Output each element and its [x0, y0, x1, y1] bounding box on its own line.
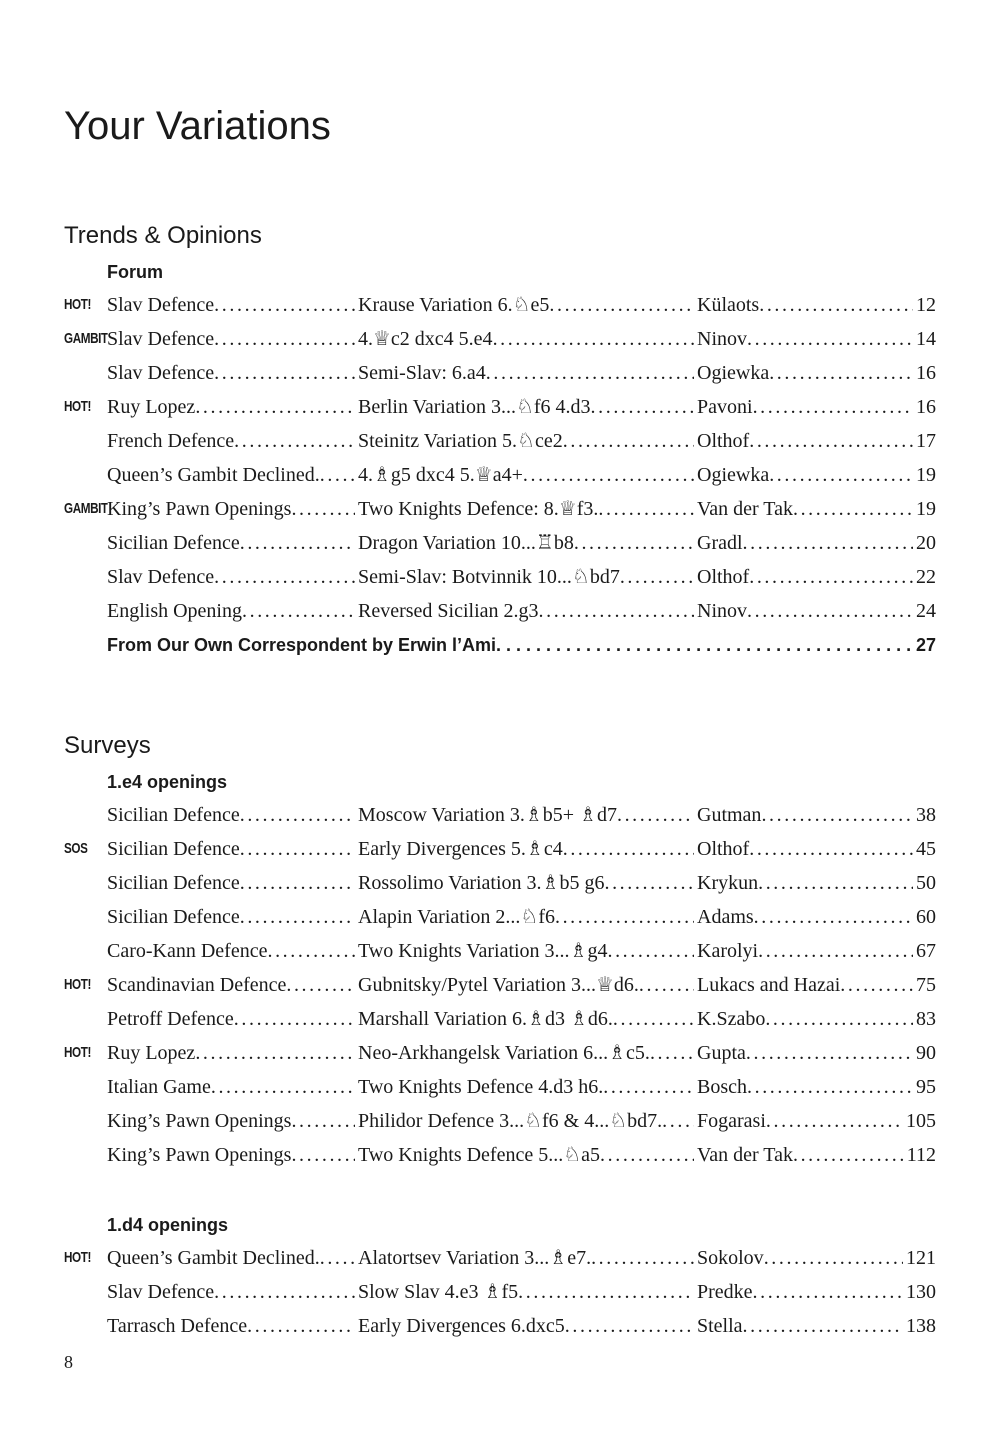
author-cell — [697, 798, 936, 832]
variation-name: Reversed Sicilian 2.g3 — [358, 600, 539, 622]
opening-name: Sicilian Defence — [107, 804, 240, 826]
dot-leader — [607, 934, 694, 968]
toc-entry[interactable] — [0, 798, 1000, 832]
author-name: Van der Tak — [697, 498, 793, 520]
section-title-trends: Trends & Opinions — [64, 222, 262, 249]
author-name: Olthof — [697, 566, 750, 588]
page-ref: 16 — [916, 396, 936, 418]
opening-name: Slav Defence — [107, 328, 215, 350]
opening-cell — [107, 900, 355, 934]
opening-cell — [107, 1104, 355, 1138]
variation-cell — [358, 458, 694, 492]
page-ref: 19 — [916, 498, 936, 520]
opening-cell — [107, 1275, 355, 1309]
variation-cell — [358, 390, 694, 424]
author-name: Külaots — [697, 294, 760, 316]
page-ref: 14 — [916, 328, 936, 350]
toc-entry[interactable] — [0, 492, 1000, 526]
page-ref: 90 — [916, 1042, 936, 1064]
page-number: 8 — [64, 1352, 73, 1372]
variation-name: Alatortsev Variation 3...♗e7. — [358, 1247, 592, 1269]
author-name: Ninov — [697, 328, 747, 350]
page-ref: 38 — [916, 804, 936, 826]
toc-entry[interactable] — [0, 1070, 1000, 1104]
dot-leader — [749, 560, 913, 594]
variation-name: Steinitz Variation 5.♘ce2 — [358, 430, 563, 452]
dot-leader — [211, 1070, 355, 1104]
variation-name: Two Knights Defence 5...♘a5 — [358, 1144, 601, 1166]
author-cell — [697, 1104, 936, 1138]
page-ref: 138 — [906, 1315, 936, 1337]
opening-name: Ruy Lopez — [107, 1042, 196, 1064]
opening-cell — [107, 968, 355, 1002]
variation-name: Berlin Variation 3...♘f6 4.d3 — [358, 396, 591, 418]
page-ref: 19 — [916, 464, 936, 486]
variation-cell — [358, 832, 694, 866]
dot-leader — [286, 968, 355, 1002]
author-cell — [697, 1070, 936, 1104]
dot-leader — [240, 866, 355, 900]
page-ref: 60 — [916, 906, 936, 928]
author-cell — [697, 492, 936, 526]
author-name: Gutman — [697, 804, 762, 826]
opening-name: Petroff Defence — [107, 1008, 234, 1030]
subsection-title-e4: 1.e4 openings — [107, 772, 228, 792]
variation-name: Semi-Slav: 6.a4 — [358, 362, 486, 384]
opening-cell — [107, 424, 355, 458]
opening-cell — [107, 1241, 355, 1275]
dot-leader — [591, 390, 694, 424]
author-name: Ogiewka — [697, 464, 770, 486]
dot-leader — [769, 356, 913, 390]
page-ref: 20 — [916, 532, 936, 554]
toc-entry[interactable] — [0, 526, 1000, 560]
dot-leader — [496, 628, 913, 662]
opening-cell — [107, 560, 355, 594]
dot-leader — [603, 1070, 694, 1104]
dot-leader — [620, 560, 694, 594]
opening-cell — [107, 1036, 355, 1070]
page-ref: 24 — [916, 600, 936, 622]
trends-footer — [0, 628, 1000, 662]
variation-cell — [358, 492, 694, 526]
opening-cell — [107, 322, 355, 356]
opening-name: Slav Defence — [107, 362, 215, 384]
dot-leader — [234, 424, 355, 458]
variation-name: Early Divergences 5.♗c4 — [358, 838, 563, 860]
dot-leader — [764, 1241, 903, 1275]
dot-leader — [518, 1275, 694, 1309]
toc-entry[interactable] — [0, 1241, 1000, 1275]
variation-cell — [358, 288, 694, 322]
dot-leader — [747, 1070, 913, 1104]
subsection-title-forum: Forum — [107, 262, 163, 282]
opening-cell — [107, 390, 355, 424]
variation-name: Alapin Variation 2...♘f6 — [358, 906, 555, 928]
variation-cell — [358, 900, 694, 934]
author-name: Ninov — [697, 600, 747, 622]
opening-name: Sicilian Defence — [107, 838, 240, 860]
variation-cell — [358, 866, 694, 900]
author-cell — [697, 900, 936, 934]
toc-entry[interactable] — [0, 458, 1000, 492]
variation-cell — [358, 1036, 694, 1070]
toc-entry[interactable] — [0, 1275, 1000, 1309]
dot-leader — [793, 492, 913, 526]
page-ref: 50 — [916, 872, 936, 894]
dot-leader — [591, 1241, 694, 1275]
dot-leader — [320, 1241, 355, 1275]
dot-leader — [743, 526, 913, 560]
variation-cell — [358, 968, 694, 1002]
opening-cell — [107, 594, 355, 628]
dot-leader — [746, 1036, 913, 1070]
author-name: Van der Tak — [697, 1144, 793, 1166]
dot-leader — [523, 458, 694, 492]
tag-badge: HOT! — [64, 296, 92, 313]
opening-name: Caro-Kann Defence — [107, 940, 268, 962]
opening-cell — [107, 1138, 355, 1172]
dot-leader — [617, 798, 694, 832]
toc-entry[interactable] — [0, 968, 1000, 1002]
dot-leader — [761, 798, 913, 832]
author-name: Bosch — [697, 1076, 747, 1098]
author-cell — [697, 458, 936, 492]
variation-cell — [358, 1104, 694, 1138]
opening-name: Italian Game — [107, 1076, 211, 1098]
toc-entry[interactable] — [0, 866, 1000, 900]
author-name: Olthof — [697, 430, 750, 452]
author-name: Gupta — [697, 1042, 746, 1064]
toc-entry[interactable] — [0, 356, 1000, 390]
variation-name: Two Knights Variation 3...♗g4 — [358, 940, 608, 962]
opening-cell — [107, 492, 355, 526]
opening-name: Sicilian Defence — [107, 872, 240, 894]
opening-name: Slav Defence — [107, 294, 215, 316]
dot-leader — [486, 356, 694, 390]
toc-entry[interactable] — [0, 594, 1000, 628]
dot-leader — [247, 1309, 355, 1343]
variation-cell — [358, 322, 694, 356]
toc-entry[interactable] — [0, 390, 1000, 424]
author-name: Ogiewka — [697, 362, 770, 384]
variation-cell — [358, 356, 694, 390]
d4-entry-list — [0, 1241, 1000, 1343]
opening-name: English Opening — [107, 600, 242, 622]
author-name: Pavoni — [697, 396, 753, 418]
variation-name: Philidor Defence 3...♘f6 & 4...♘bd7. — [358, 1110, 663, 1132]
author-cell — [697, 424, 936, 458]
dot-leader — [214, 322, 355, 356]
dot-leader — [753, 390, 913, 424]
dot-leader — [549, 288, 694, 322]
tag-badge: HOT! — [64, 398, 92, 415]
page-ref: 22 — [916, 566, 936, 588]
author-cell — [697, 560, 936, 594]
opening-name: Queen’s Gambit Declined. — [107, 1247, 320, 1269]
dot-leader — [563, 424, 694, 458]
dot-leader — [214, 1275, 355, 1309]
dot-leader — [214, 560, 355, 594]
author-cell — [697, 594, 936, 628]
dot-leader — [766, 1104, 903, 1138]
toc-entry[interactable] — [0, 1309, 1000, 1343]
dot-leader — [743, 1309, 903, 1343]
dot-leader — [240, 526, 355, 560]
dot-leader — [555, 900, 694, 934]
page-ref: 105 — [906, 1110, 936, 1132]
author-name: Adams — [697, 906, 754, 928]
dot-leader — [563, 832, 694, 866]
dot-leader — [662, 1104, 694, 1138]
page-ref: 67 — [916, 940, 936, 962]
dot-leader — [613, 1002, 694, 1036]
toc-entry[interactable] — [0, 1138, 1000, 1172]
opening-cell — [107, 832, 355, 866]
dot-leader — [240, 798, 355, 832]
dot-leader — [747, 322, 913, 356]
author-cell — [697, 934, 936, 968]
variation-name: Slow Slav 4.e3 ♗f5 — [358, 1281, 519, 1303]
variation-cell — [358, 1002, 694, 1036]
author-cell — [697, 968, 936, 1002]
dot-leader — [758, 934, 913, 968]
opening-cell — [107, 356, 355, 390]
toc-entry[interactable] — [0, 1104, 1000, 1138]
author-cell — [697, 1241, 936, 1275]
dot-leader — [291, 1138, 355, 1172]
dot-leader — [749, 424, 913, 458]
opening-cell — [107, 526, 355, 560]
toc-entry[interactable] — [0, 934, 1000, 968]
opening-cell — [107, 1070, 355, 1104]
author-cell — [697, 1138, 936, 1172]
author-name: Predke — [697, 1281, 753, 1303]
variation-name: 4.♕c2 dxc4 5.e4 — [358, 328, 493, 350]
trends-entry-list — [0, 288, 1000, 628]
toc-entry[interactable] — [0, 900, 1000, 934]
variation-name: Early Divergences 6.dxc5 — [358, 1315, 565, 1337]
variation-cell — [358, 1275, 694, 1309]
variation-cell — [358, 1309, 694, 1343]
variation-cell — [358, 798, 694, 832]
variation-cell — [358, 424, 694, 458]
dot-leader — [214, 288, 355, 322]
variation-name: 4.♗g5 dxc4 5.♕a4+ — [358, 464, 523, 486]
variation-name: Neo-Arkhangelsk Variation 6...♗c5. — [358, 1042, 650, 1064]
tag-badge: HOT! — [64, 976, 92, 993]
dot-leader — [769, 458, 913, 492]
variation-name: Marshall Variation 6.♗d3 ♗d6. — [358, 1008, 613, 1030]
dot-leader — [604, 866, 694, 900]
variation-name: Two Knights Defence 4.d3 h6. — [358, 1076, 604, 1098]
dot-leader — [214, 356, 355, 390]
variation-name: Krause Variation 6.♘e5 — [358, 294, 550, 316]
dot-leader — [840, 968, 913, 1002]
toc-entry[interactable] — [0, 1002, 1000, 1036]
tag-badge: GAMBIT — [64, 330, 108, 347]
page-ref: 12 — [916, 294, 936, 316]
tag-badge: HOT! — [64, 1249, 92, 1266]
variation-cell — [358, 560, 694, 594]
opening-cell — [107, 866, 355, 900]
author-name: K.Szabo — [697, 1008, 766, 1030]
variation-name: Dragon Variation 10...♖b8 — [358, 532, 574, 554]
dot-leader — [493, 322, 694, 356]
page-ref: 17 — [916, 430, 936, 452]
dot-leader — [574, 526, 694, 560]
toc-entry[interactable] — [0, 832, 1000, 866]
toc-entry[interactable] — [0, 322, 1000, 356]
dot-leader — [565, 1309, 694, 1343]
opening-name: Sicilian Defence — [107, 906, 240, 928]
dot-leader — [539, 594, 694, 628]
opening-name: King’s Pawn Openings — [107, 498, 292, 520]
author-name: Gradl — [697, 532, 743, 554]
variation-cell — [358, 1070, 694, 1104]
author-cell — [697, 1002, 936, 1036]
author-cell — [697, 390, 936, 424]
author-name: Krykun — [697, 872, 759, 894]
opening-name: Scandinavian Defence — [107, 974, 287, 996]
dot-leader — [598, 492, 694, 526]
dot-leader — [240, 900, 355, 934]
variation-cell — [358, 1138, 694, 1172]
footer-page: 27 — [915, 635, 936, 655]
author-cell — [697, 288, 936, 322]
opening-name: French Defence — [107, 430, 235, 452]
e4-entry-list — [0, 798, 1000, 1172]
author-cell — [697, 526, 936, 560]
tag-badge: GAMBIT — [64, 500, 108, 517]
dot-leader — [650, 1036, 694, 1070]
author-cell — [697, 1036, 936, 1070]
page-ref: 95 — [916, 1076, 936, 1098]
opening-cell — [107, 798, 355, 832]
variation-cell — [358, 594, 694, 628]
opening-name: King’s Pawn Openings — [107, 1110, 292, 1132]
variation-name: Rossolimo Variation 3.♗b5 g6 — [358, 872, 605, 894]
opening-name: Sicilian Defence — [107, 532, 240, 554]
opening-cell — [107, 458, 355, 492]
author-name: Karolyi — [697, 940, 759, 962]
tag-badge: HOT! — [64, 1044, 92, 1061]
author-cell — [697, 832, 936, 866]
dot-leader — [320, 458, 355, 492]
dot-leader — [291, 492, 355, 526]
dot-leader — [195, 1036, 355, 1070]
author-cell — [697, 866, 936, 900]
dot-leader — [793, 1138, 904, 1172]
dot-leader — [291, 1104, 355, 1138]
variation-cell — [358, 526, 694, 560]
variation-name: Gubnitsky/Pytel Variation 3...♕d6. — [358, 974, 639, 996]
dot-leader — [639, 968, 694, 1002]
dot-leader — [759, 288, 913, 322]
subsection-title-d4: 1.d4 openings — [107, 1215, 229, 1235]
dot-leader — [242, 594, 355, 628]
author-name: Fogarasi — [697, 1110, 766, 1132]
toc-footer-row[interactable] — [0, 628, 1000, 662]
variation-cell — [358, 934, 694, 968]
author-name: Sokolov — [697, 1247, 764, 1269]
dot-leader — [600, 1138, 694, 1172]
opening-name: King’s Pawn Openings — [107, 1144, 292, 1166]
opening-name: Slav Defence — [107, 1281, 215, 1303]
opening-cell — [107, 1002, 355, 1036]
variation-name: Moscow Variation 3.♗b5+ ♗d7 — [358, 804, 617, 826]
dot-leader — [747, 594, 913, 628]
opening-name: Queen’s Gambit Declined. — [107, 464, 320, 486]
page-ref: 112 — [906, 1144, 936, 1166]
page-ref: 45 — [916, 838, 936, 860]
toc-entry[interactable] — [0, 288, 1000, 322]
opening-name: Slav Defence — [107, 566, 215, 588]
variation-name: Two Knights Defence: 8.♕f3. — [358, 498, 599, 520]
author-name: Lukacs and Hazai — [697, 974, 841, 996]
dot-leader — [753, 1275, 903, 1309]
section-title-surveys: Surveys — [64, 732, 151, 759]
opening-name: Ruy Lopez — [107, 396, 196, 418]
opening-cell — [107, 934, 355, 968]
author-name: Stella — [697, 1315, 743, 1337]
author-cell — [697, 322, 936, 356]
dot-leader — [754, 900, 913, 934]
dot-leader — [195, 390, 355, 424]
variation-cell — [358, 1241, 694, 1275]
tag-badge: SOS — [64, 840, 88, 857]
dot-leader — [240, 832, 355, 866]
page-ref: 121 — [906, 1247, 936, 1269]
toc-entry[interactable] — [0, 424, 1000, 458]
footer-label: From Our Own Correspondent by Erwin l’Ami — [107, 635, 497, 655]
author-name: Olthof — [697, 838, 750, 860]
author-cell — [697, 1275, 936, 1309]
dot-leader — [749, 832, 913, 866]
author-cell — [697, 1309, 936, 1343]
variation-name: Semi-Slav: Botvinnik 10...♘bd7 — [358, 566, 620, 588]
page-ref: 75 — [916, 974, 936, 996]
dot-leader — [267, 934, 355, 968]
toc-entry[interactable] — [0, 560, 1000, 594]
page-title: Your Variations — [64, 104, 331, 148]
dot-leader — [234, 1002, 355, 1036]
opening-cell — [107, 288, 355, 322]
opening-cell — [107, 1309, 355, 1343]
page-ref: 16 — [916, 362, 936, 384]
author-cell — [697, 356, 936, 390]
page-ref: 83 — [916, 1008, 936, 1030]
dot-leader — [758, 866, 913, 900]
toc-entry[interactable] — [0, 1036, 1000, 1070]
dot-leader — [765, 1002, 913, 1036]
opening-name: Tarrasch Defence — [107, 1315, 248, 1337]
page-ref: 130 — [906, 1281, 936, 1303]
